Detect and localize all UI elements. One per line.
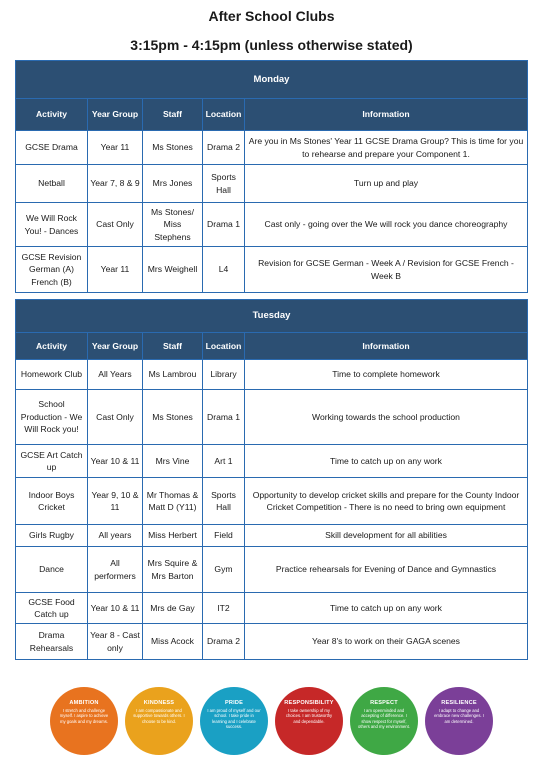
cell-activity: Drama Rehearsals	[16, 624, 88, 660]
cell-location: Drama 2	[203, 131, 245, 165]
value-title: AMBITION	[69, 700, 99, 706]
cell-activity: Girls Rugby	[16, 525, 88, 547]
cell-year-group: Cast Only	[88, 390, 143, 445]
cell-activity: Dance	[16, 547, 88, 593]
value-text: I stretch and challenge myself. I aspire to achieve my goals and my dreams.	[59, 708, 109, 724]
cell-staff: Ms Lambrou	[143, 360, 203, 390]
cell-year-group: Year 10 & 11	[88, 445, 143, 478]
cell-year-group: Year 11	[88, 247, 143, 293]
cell-staff: Mrs Jones	[143, 165, 203, 203]
table-row	[16, 165, 528, 203]
table-row	[16, 478, 528, 525]
value-text: I am openminded and accepting of difference. I show respect for myself, others and my environment.	[358, 708, 410, 730]
value-text: I take ownership of my choices. I am trustworthy and dependable.	[285, 708, 333, 724]
cell-staff: Ms Stones	[143, 131, 203, 165]
col-year-group: Year Group	[88, 99, 143, 131]
table-row	[16, 131, 528, 165]
value-badge-ambition	[50, 687, 118, 755]
value-text: I am proud of myself and our school. I take pride in learning and I celebrate success.	[207, 708, 261, 730]
value-title: RESILIENCE	[441, 700, 477, 706]
table-row	[16, 360, 528, 390]
cell-activity: School Production - We Will Rock you!	[16, 390, 88, 445]
cell-information: Time to complete homework	[245, 360, 528, 390]
cell-year-group: Cast Only	[88, 203, 143, 247]
cell-information: Are you in Ms Stones' Year 11 GCSE Drama Group? This is time for you to rehearse and prepare your Component 1.	[245, 131, 528, 165]
cell-staff: Mrs Weighell	[143, 247, 203, 293]
cell-information: Working towards the school production	[245, 390, 528, 445]
cell-information: Practice rehearsals for Evening of Dance and Gymnastics	[245, 547, 528, 593]
cell-staff: Ms Stones	[143, 390, 203, 445]
table-row	[16, 547, 528, 593]
cell-year-group: Year 10 & 11	[88, 593, 143, 624]
cell-location: Sports Hall	[203, 478, 245, 525]
col-location: Location	[203, 333, 245, 360]
cell-information: Revision for GCSE German - Week A / Revision for GCSE French - Week B	[245, 247, 528, 293]
value-title: KINDNESS	[143, 700, 175, 706]
cell-year-group: Year 8 - Cast only	[88, 624, 143, 660]
col-activity: Activity	[16, 333, 88, 360]
value-badge-resilience	[425, 687, 493, 755]
table-row	[16, 593, 528, 624]
cell-location: L4	[203, 247, 245, 293]
cell-location: IT2	[203, 593, 245, 624]
cell-year-group: All performers	[88, 547, 143, 593]
cell-location: Library	[203, 360, 245, 390]
col-activity: Activity	[16, 99, 88, 131]
cell-staff: Miss Herbert	[143, 525, 203, 547]
col-year-group: Year Group	[88, 333, 143, 360]
col-information: Information	[245, 99, 528, 131]
cell-location: Drama 1	[203, 203, 245, 247]
cell-activity: We Will Rock You! - Dances	[16, 203, 88, 247]
cell-information: Cast only - going over the We will rock you dance choreography	[245, 203, 528, 247]
cell-activity: Indoor Boys Cricket	[16, 478, 88, 525]
cell-staff: Mrs Squire & Mrs Barton	[143, 547, 203, 593]
cell-location: Sports Hall	[203, 165, 245, 203]
table-row	[16, 525, 528, 547]
cell-activity: GCSE Revision German (A) French (B)	[16, 247, 88, 293]
value-title: RESPECT	[370, 700, 398, 706]
value-badge-respect	[350, 687, 418, 755]
col-information: Information	[245, 333, 528, 360]
cell-staff: Mrs Vine	[143, 445, 203, 478]
cell-activity: Netball	[16, 165, 88, 203]
cell-information: Time to catch up on any work	[245, 593, 528, 624]
table-row	[16, 247, 528, 293]
value-title: RESPONSIBILITY	[284, 700, 334, 706]
school-values	[50, 687, 500, 755]
monday-heading: Monday	[16, 61, 528, 99]
cell-year-group: Year 7, 8 & 9	[88, 165, 143, 203]
cell-location: Drama 1	[203, 390, 245, 445]
tuesday-table	[15, 299, 528, 660]
table-row	[16, 203, 528, 247]
cell-year-group: Year 11	[88, 131, 143, 165]
col-staff: Staff	[143, 99, 203, 131]
value-badge-pride	[200, 687, 268, 755]
table-row	[16, 390, 528, 445]
col-location: Location	[203, 99, 245, 131]
tuesday-heading: Tuesday	[16, 300, 528, 333]
cell-information: Opportunity to develop cricket skills and prepare for the County Indoor Cricket Competition - There is no need to bring own equipment	[245, 478, 528, 525]
cell-location: Gym	[203, 547, 245, 593]
value-text: I adapt to change and embrace new challenges. I am determined.	[434, 708, 484, 724]
cell-year-group: All Years	[88, 360, 143, 390]
value-badge-responsibility	[275, 687, 343, 755]
cell-information: Time to catch up on any work	[245, 445, 528, 478]
table-row	[16, 624, 528, 660]
cell-year-group: Year 9, 10 & 11	[88, 478, 143, 525]
cell-staff: Ms Stones/ Miss Stephens	[143, 203, 203, 247]
cell-year-group: All years	[88, 525, 143, 547]
cell-information: Skill development for all abilities	[245, 525, 528, 547]
cell-information: Turn up and play	[245, 165, 528, 203]
cell-activity: GCSE Food Catch up	[16, 593, 88, 624]
cell-staff: Miss Acock	[143, 624, 203, 660]
cell-activity: GCSE Drama	[16, 131, 88, 165]
cell-staff: Mr Thomas & Matt D (Y11)	[143, 478, 203, 525]
cell-location: Field	[203, 525, 245, 547]
table-row	[16, 445, 528, 478]
page-title: After School Clubs	[208, 8, 335, 24]
page-subtitle: 3:15pm - 4:15pm (unless otherwise stated)	[130, 37, 413, 53]
monday-table	[15, 60, 528, 293]
value-badge-kindness	[125, 687, 193, 755]
cell-location: Drama 2	[203, 624, 245, 660]
cell-staff: Mrs de Gay	[143, 593, 203, 624]
value-title: PRIDE	[224, 700, 244, 706]
value-text: I am compassionate and supportive towards others. I choose to be kind.	[133, 708, 185, 724]
cell-activity: Homework Club	[16, 360, 88, 390]
cell-information: Year 8's to work on their GAGA scenes	[245, 624, 528, 660]
col-staff: Staff	[143, 333, 203, 360]
cell-location: Art 1	[203, 445, 245, 478]
cell-activity: GCSE Art Catch up	[16, 445, 88, 478]
